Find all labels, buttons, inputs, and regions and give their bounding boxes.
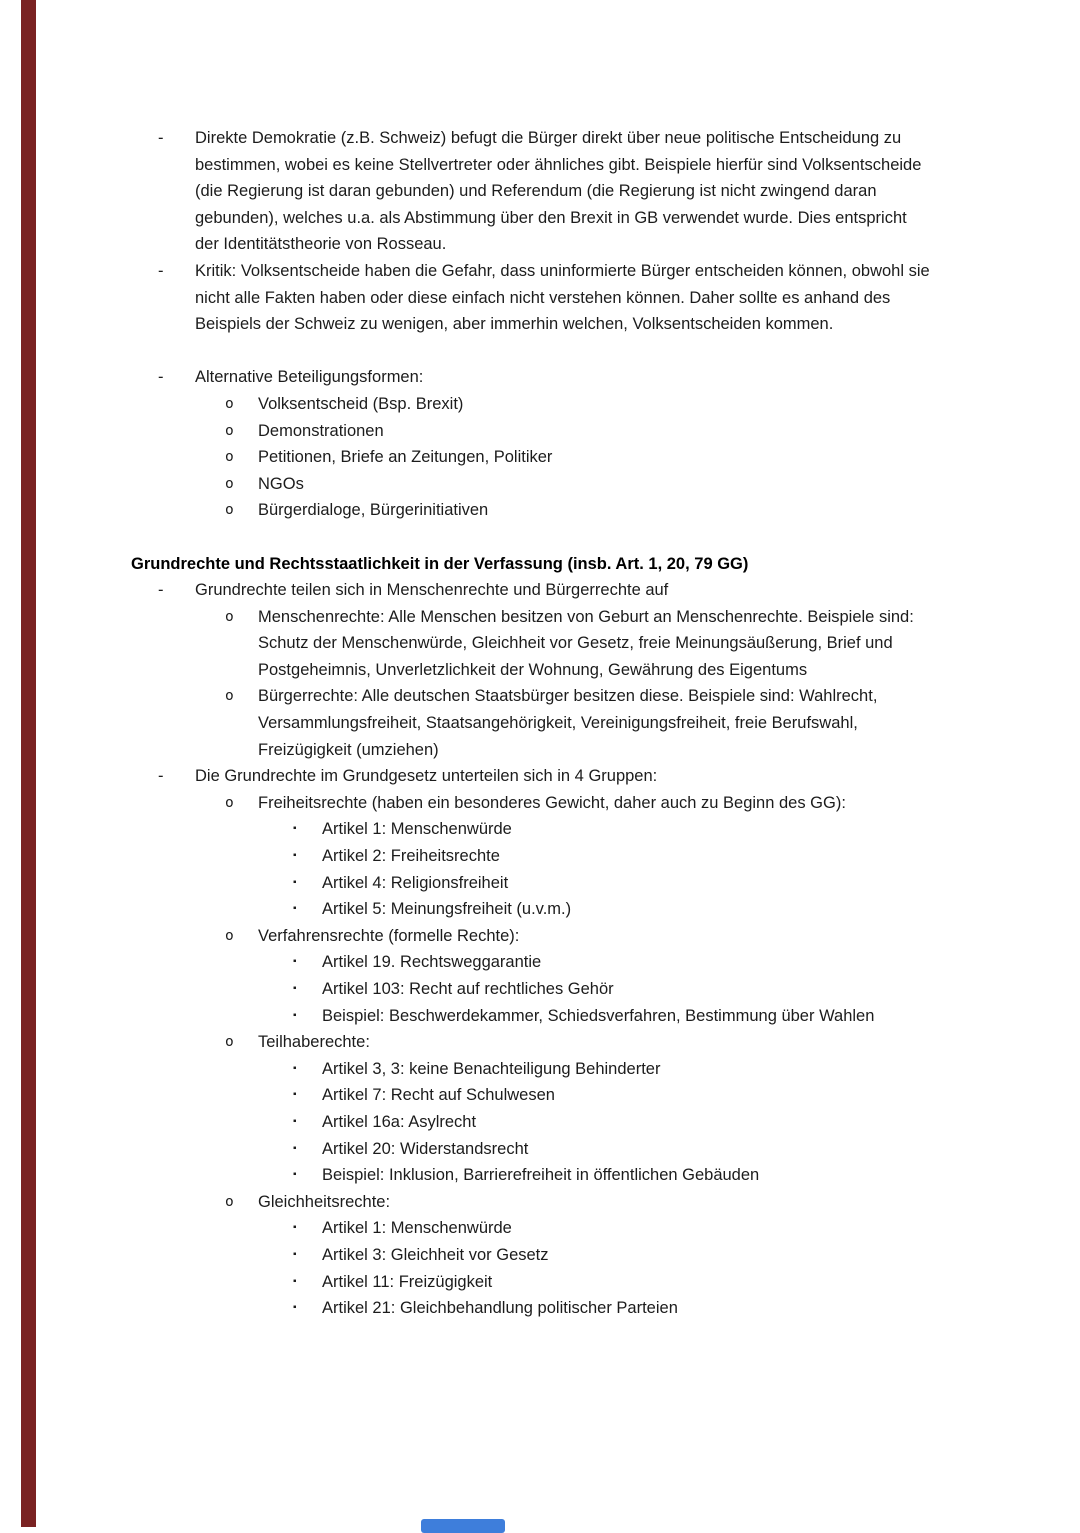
dash-bullet-marker: -: [158, 261, 164, 280]
bullet-text: Artikel 19. Rechtsweggarantie: [322, 953, 542, 972]
bullet-text: Bürgerdialoge, Bürgerinitiativen: [258, 501, 489, 520]
bullet-text: Artikel 7: Recht auf Schulwesen: [322, 1086, 555, 1105]
square-bullet-marker: ▪: [293, 1248, 297, 1260]
sub-sub-bullet-item: [131, 1215, 935, 1242]
square-bullet-marker: ▪: [293, 1089, 297, 1101]
bullet-text: Freiheitsrechte (haben ein besonderes Gewicht, daher auch zu Beginn des GG):: [258, 793, 846, 812]
sub-bullet-item: [131, 391, 935, 418]
bullet-text: Petitionen, Briefe an Zeitungen, Politiker: [258, 448, 553, 467]
sub-sub-bullet-item: [131, 1056, 935, 1083]
section-heading: Grundrechte und Rechtsstaatlichkeit in der Verfassung (insb. Art. 1, 20, 79 GG): [131, 554, 749, 573]
bullet-text: Artikel 16a: Asylrecht: [322, 1112, 477, 1131]
square-bullet-marker: ▪: [293, 1222, 297, 1234]
bullet-text: Artikel 21: Gleichbehandlung politischer Parteien: [322, 1299, 678, 1318]
bullet-text: Artikel 2: Freiheitsrechte: [322, 847, 500, 866]
sub-sub-bullet-item: [131, 870, 935, 897]
sub-bullet-item: [131, 444, 935, 471]
circle-bullet-marker: o: [225, 449, 234, 466]
bullet-item: [131, 364, 935, 391]
blank-line: [131, 524, 935, 551]
sub-sub-bullet-item: [131, 1295, 935, 1322]
circle-bullet-marker: o: [225, 1034, 234, 1051]
sub-sub-bullet-item: [131, 1082, 935, 1109]
sub-bullet-item: [131, 923, 935, 950]
left-edge-bar: [21, 0, 36, 1527]
square-bullet-marker: ▪: [293, 1115, 297, 1127]
sub-sub-bullet-item: [131, 1136, 935, 1163]
sub-bullet-item: [131, 1189, 935, 1216]
square-bullet-marker: ▪: [293, 903, 297, 915]
bullet-text: Artikel 3: Gleichheit vor Gesetz: [322, 1245, 549, 1264]
square-bullet-marker: ▪: [293, 823, 297, 835]
bullet-text: Artikel 3, 3: keine Benachteiligung Behinderter: [322, 1059, 661, 1078]
bullet-text: Artikel 5: Meinungsfreiheit (u.v.m.): [322, 900, 572, 919]
bullet-text: Menschenrechte: Alle Menschen besitzen von Geburt an Menschenrechte. Beispiele sind: Schutz der Menschenwürde, Gleichheit vor Gesetz, freie Meinungsäußerung, Brief und Postgeheimnis, Unverletzlichkeit der Wohnung, Gewährung des Eigentums: [258, 607, 914, 679]
sub-sub-bullet-item: [131, 1109, 935, 1136]
sub-sub-bullet-item: [131, 843, 935, 870]
bullet-text: Artikel 103: Recht auf rechtliches Gehör: [322, 980, 614, 998]
sub-bullet-item: [131, 790, 935, 817]
bullet-item: [131, 258, 935, 338]
square-bullet-marker: ▪: [293, 956, 297, 968]
bullet-text: Teilhaberechte:: [258, 1033, 370, 1052]
bullet-text: Artikel 4: Religionsfreiheit: [322, 873, 509, 892]
square-bullet-marker: ▪: [293, 1009, 297, 1021]
circle-bullet-marker: o: [225, 794, 234, 811]
bullet-text: Kritik: Volksentscheide haben die Gefahr, dass uninformierte Bürger entscheiden können, obwohl sie nicht alle Fakten haben oder diese einfach nicht verstehen können. Daher sollte es anhand des Beispiels der Schweiz zu wenigen, aber immerhin welchen, Volksentscheiden kommen.: [195, 261, 930, 334]
dash-bullet-marker: -: [158, 129, 164, 147]
bullet-item: [131, 763, 935, 790]
sub-bullet-item: [131, 683, 935, 763]
bullet-text: Gleichheitsrechte:: [258, 1192, 391, 1211]
dash-bullet-marker: -: [158, 581, 164, 600]
sub-sub-bullet-item: [131, 1003, 935, 1030]
dash-bullet-marker: -: [158, 368, 164, 387]
bullet-text: Alternative Beteiligungsformen:: [195, 368, 424, 387]
square-bullet-marker: ▪: [293, 1142, 297, 1154]
bullet-text: Volksentscheid (Bsp. Brexit): [258, 394, 464, 413]
circle-bullet-marker: o: [225, 608, 234, 625]
sub-sub-bullet-item: [131, 1162, 935, 1189]
bullet-text: Direkte Demokratie (z.B. Schweiz) befugt die Bürger direkt über neue politische Entscheidung zu bestimmen, wobei es keine Stellvertreter oder ähnliches gibt. Beispiele hierfür sind Volksentscheide (die Regierung ist daran gebunden) und Referendum (die Regierung ist nicht zwingend daran gebunden), welches u.a. als Abstimmung über den Brexit in GB verwendet wurde. Dies entspricht der Identitätstheorie von Rosseau.: [195, 129, 922, 254]
sub-sub-bullet-item: [131, 976, 935, 1003]
sub-bullet-item: [131, 1029, 935, 1056]
square-bullet-marker: ▪: [293, 1062, 297, 1074]
dash-bullet-marker: -: [158, 767, 164, 786]
bullet-text: Artikel 1: Menschenwürde: [322, 1219, 512, 1238]
circle-bullet-marker: o: [225, 422, 234, 439]
bullet-text: Grundrechte teilen sich in Menschenrechte und Bürgerrechte auf: [195, 581, 669, 600]
bullet-text: Beispiel: Inklusion, Barrierefreiheit in öffentlichen Gebäuden: [322, 1166, 760, 1185]
bullet-text: Artikel 11: Freizügigkeit: [322, 1272, 493, 1291]
square-bullet-marker: ▪: [293, 983, 297, 994]
bullet-text: Verfahrensrechte (formelle Rechte):: [258, 926, 520, 945]
circle-bullet-marker: o: [225, 688, 234, 705]
circle-bullet-marker: o: [225, 502, 234, 519]
bullet-text: Demonstrationen: [258, 421, 384, 440]
bullet-text: Artikel 20: Widerstandsrecht: [322, 1139, 529, 1158]
sub-sub-bullet-item: [131, 816, 935, 843]
circle-bullet-marker: o: [225, 475, 234, 492]
sub-bullet-item: [131, 497, 935, 524]
blank-line: [131, 338, 935, 365]
circle-bullet-marker: o: [225, 395, 234, 412]
square-bullet-marker: ▪: [293, 876, 297, 888]
bullet-text: NGOs: [258, 474, 304, 493]
sub-sub-bullet-item: [131, 1269, 935, 1296]
bullet-text: Beispiel: Beschwerdekammer, Schiedsverfahren, Bestimmung über Wahlen: [322, 1006, 875, 1025]
circle-bullet-marker: o: [225, 927, 234, 944]
square-bullet-marker: ▪: [293, 1169, 297, 1181]
sub-bullet-item: [131, 604, 935, 684]
bullet-text: Bürgerrechte: Alle deutschen Staatsbürger besitzen diese. Beispiele sind: Wahlrecht, Versammlungsfreiheit, Staatsangehörigkeit, Vereinigungsfreiheit, freie Berufswahl, Freizügigkeit (umziehen): [258, 687, 878, 759]
square-bullet-marker: ▪: [293, 850, 297, 862]
square-bullet-marker: ▪: [293, 1275, 297, 1287]
sub-sub-bullet-item: [131, 1242, 935, 1269]
bullet-text: Artikel 1: Menschenwürde: [322, 820, 512, 839]
circle-bullet-marker: o: [225, 1193, 234, 1210]
bullet-text: Die Grundrechte im Grundgesetz unterteilen sich in 4 Gruppen:: [195, 767, 658, 786]
sub-sub-bullet-item: [131, 949, 935, 976]
sub-bullet-item: [131, 418, 935, 445]
square-bullet-marker: ▪: [293, 1302, 297, 1314]
bullet-item: [131, 577, 935, 604]
sub-bullet-item: [131, 471, 935, 498]
bullet-item: [131, 125, 935, 258]
document-body: [131, 125, 935, 1322]
page-edge-fragment: [421, 1519, 505, 1533]
sub-sub-bullet-item: [131, 896, 935, 923]
